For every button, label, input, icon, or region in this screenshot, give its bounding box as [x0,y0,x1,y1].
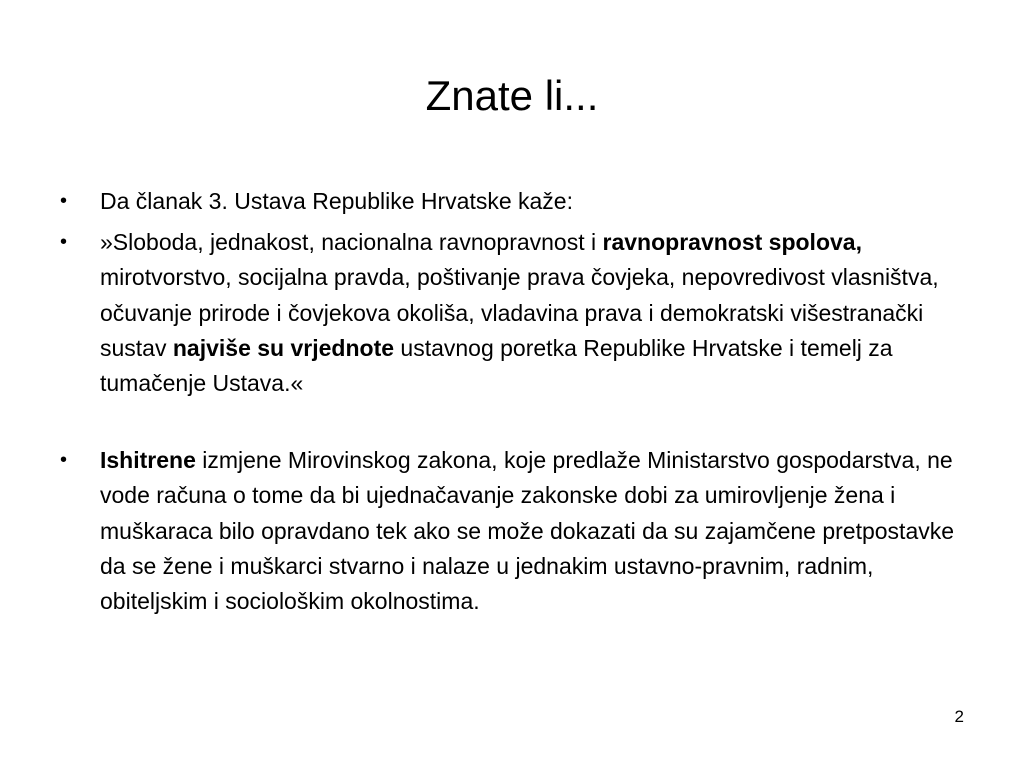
slide-title: Znate li... [425,72,599,119]
bullet-text-part: mirotvorstvo, socijalna pravda, poštivanje prava čovjeka, nepovredivost vlasništva, očuvanje prirode i čovjekova okoliša, vladavina prava i demokratski višestranački sustav [100,264,939,361]
bullet-item-constitution-intro [58,184,968,219]
bullet-text-bold: Ishitrene [100,447,196,474]
bullet-text: Da članak 3. Ustava Republike Hrvatske kaže: [100,188,573,214]
bullet-icon: • [60,449,68,472]
bullet-icon: • [60,190,68,212]
bullet-text-bold: ravnopravnost spolova, [602,229,862,256]
bullet-item-pension-law [58,443,968,619]
bullet-item-constitution-quote [58,225,968,401]
bullet-icon: • [60,231,68,254]
page-number: 2 [954,707,964,726]
bullet-text-part: ustavnog poretka Republike Hrvatske i temelj za tumačenje Ustava.« [100,334,893,397]
bullet-text-bold: najviše su vrjednote [172,334,395,361]
bullet-text-part: izmjene Mirovinskog zakona, koje predlaže Ministarstvo gospodarstva, ne vode računa o tome da bi ujednačavanje zakonske dobi za umirovljenje žena i muškaraca bilo opravdano tek ako se može dokazati da su zajamčene pretpostavke da se žene i muškarci stvarno i nalaze u jednakim ustavno-pravnim, radnim, obiteljskim i sociološkim okolnostima. [100,447,955,615]
bullet-text-part: »Sloboda, jednakost, nacionalna ravnopravnost i [100,229,603,256]
bullet-list [58,184,968,619]
